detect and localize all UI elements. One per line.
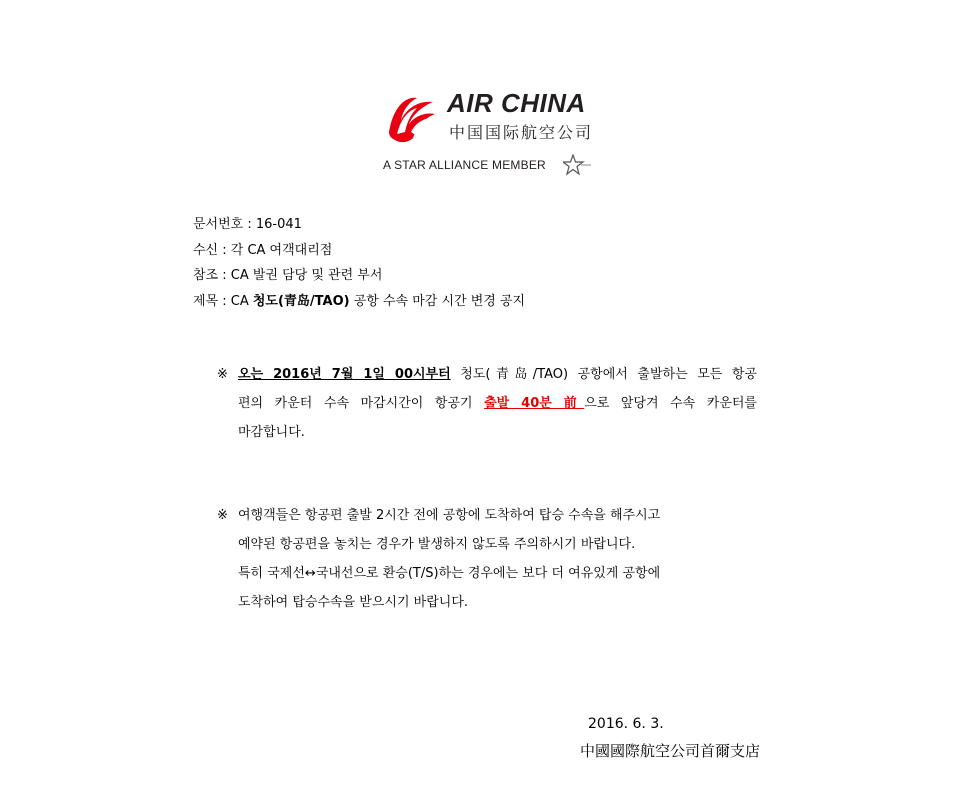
notice1-line2: 편의 카운터 수속 마감시간이 항공기 출발 40분 前으로 앞당겨 수속 카운터를 [238,396,757,411]
notice1-line1: 오는 2016년 7월 1일 00시부터 청도(青岛/TAO) 공항에서 출발하는 모든 항공 [238,367,758,382]
notice2-line1: 여행객들은 항공편 출발 2시간 전에 공항에 도착하여 탑승 수속을 해주시고 [238,508,661,523]
notice2-line3: 특히 국제선↔국내선으로 환승(T/S)하는 경우에는 보다 더 여유있게 공항에 [238,566,661,581]
document-header [193,212,525,314]
reference-mark: ※ [217,367,228,382]
recipient-line: 수신 : 각 CA 여객대리점 [193,242,333,258]
star-alliance-icon [563,154,591,176]
notice2-line2: 예약된 항공편을 놓치는 경우가 발생하지 않도록 주의하시기 바랍니다. [238,537,636,552]
phoenix-logo-icon [383,88,439,144]
alliance-text: A STAR ALLIANCE MEMBER [383,158,546,172]
subject-line [193,289,525,315]
brand-name-cn: 中国国际航空公司 [449,123,594,142]
reference-mark: ※ [217,508,228,523]
subject-rest: 공항 수속 마감 시간 변경 공지 [349,293,526,309]
subject-location: 청도(青岛/TAO) [252,293,350,309]
issuer-signature: 中國國際航空公司首爾支店 [580,742,761,760]
notice1-line3: 마감합니다. [238,425,305,440]
notice2-line4: 도착하여 탑승수속을 받으시기 바랍니다. [238,595,469,610]
closing-time-highlight: 출발 40분 前 [484,396,585,411]
subject-prefix: 제목 : CA [193,293,253,309]
effective-date: 오는 2016년 7월 1일 00시부터 [238,367,451,382]
notice-advice [217,501,757,617]
brand-name-en: AIR CHINA [447,88,586,118]
reference-line: 참조 : CA 발권 담당 및 관련 부서 [193,268,383,283]
air-china-logo [383,82,598,180]
issue-date: 2016. 6. 3. [588,716,664,732]
notice-closing-time [217,360,757,447]
document-number: 문서번호 : 16-041 [193,217,302,232]
